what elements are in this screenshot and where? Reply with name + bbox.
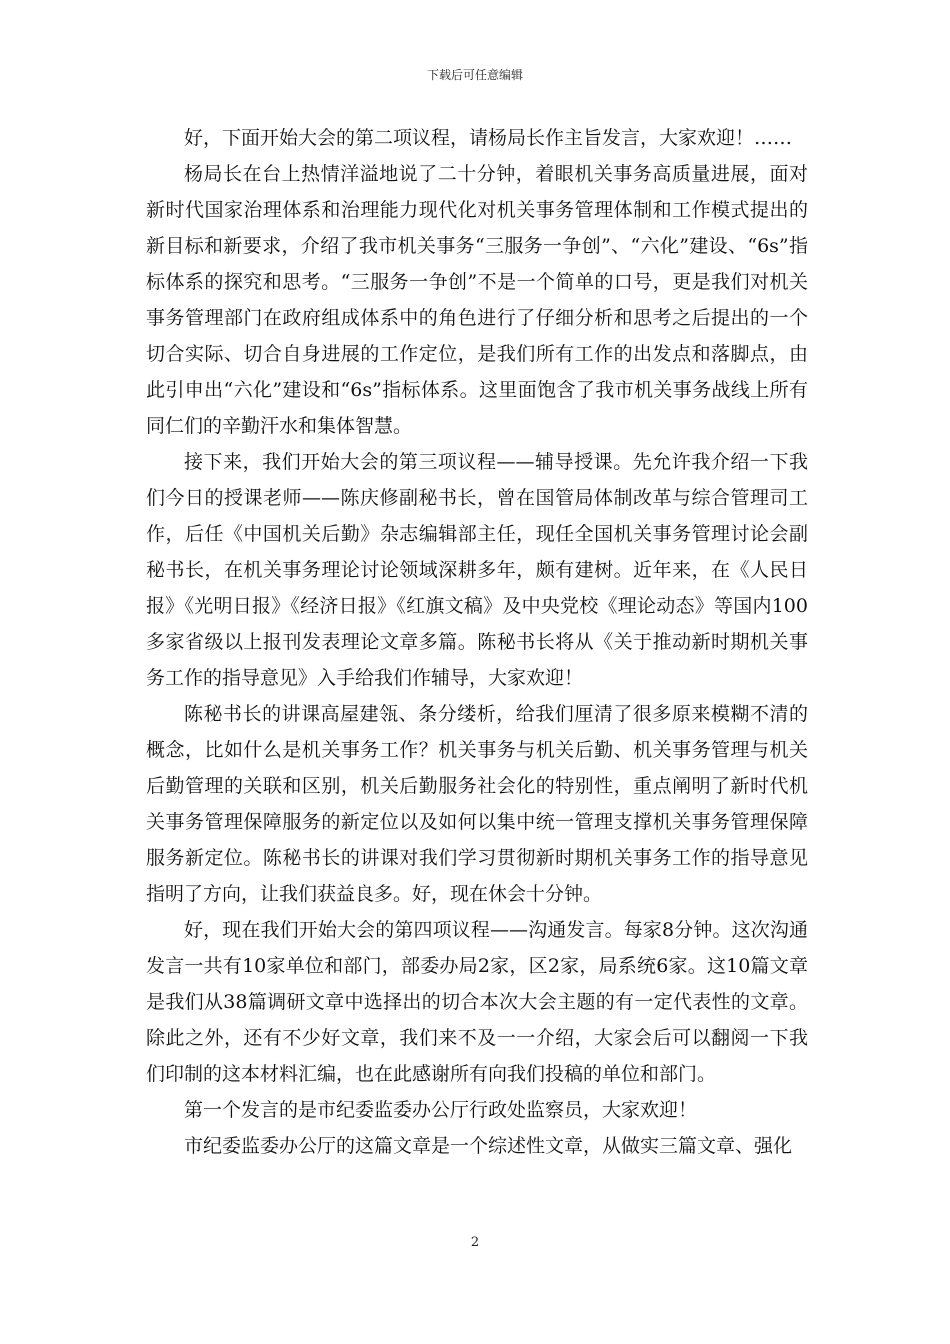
- document-body: [146, 120, 808, 1164]
- page-number: 2: [470, 1235, 480, 1250]
- paragraph: 第一个发言的是市纪委监委办公厅行政处监察员，大家欢迎！: [184, 1099, 698, 1121]
- paragraph: 陈秘书长的讲课高屋建瓴、条分缕析，给我们厘清了很多原来模糊不清的概念，比如什么是机关事务工作？机关事务与机关后勤、机关事务管理与机关后勤管理的关联和区别，机关后勤服务社会化的特别性，重点阐明了新时代机关事务管理保障服务的新定位以及如何以集中统一管理支撑机关事务管理保障服务新定位。陈秘书长的讲课对我们学习贯彻新时期机关事务工作的指导意见指明了方向，让我们获益良多。好，现在休会十分钟。: [146, 703, 808, 905]
- paragraph: 好，下面开始大会的第二项议程，请杨局长作主旨发言，大家欢迎！……: [184, 127, 793, 149]
- paragraph: 好，现在我们开始大会的第四项议程——沟通发言。每家8分钟。这次沟通发言一共有10家单位和部门，部委办局2家，区2家，局系统6家。这10篇文章是我们从38篇调研文章中选择出的切合本次大会主题的有一定代表性的文章。除此之外，还有不少好文章，我们来不及一一介绍，大家会后可以翻阅一下我们印制的这本材料汇编，也在此感谢所有向我们投稿的单位和部门。: [146, 919, 808, 1085]
- page-header: 下载后可任意编辑: [426, 68, 523, 82]
- paragraph: 市纪委监委办公厅的这篇文章是一个综述性文章，从做实三篇文章、强化: [184, 1135, 793, 1157]
- paragraph: 杨局长在台上热情洋溢地说了二十分钟，着眼机关事务高质量进展，面对新时代国家治理体系和治理能力现代化对机关事务管理体制和工作模式提出的新目标和新要求，介绍了我市机关事务“三服务一争创”、“六化”建设、“6s”指标体系的探究和思考。“三服务一争创”不是一个简单的口号，更是我们对机关事务管理部门在政府组成体系中的角色进行了仔细分析和思考之后提出的一个切合实际、切合自身进展的工作定位，是我们所有工作的出发点和落脚点，由此引申出“六化”建设和“6s”指标体系。这里面饱含了我市机关事务战线上所有同仁们的辛勤汗水和集体智慧。: [146, 163, 808, 437]
- paragraph: 接下来，我们开始大会的第三项议程——辅导授课。先允许我介绍一下我们今日的授课老师——陈庆修副秘书长，曾在国管局体制改革与综合管理司工作，后任《中国机关后勤》杂志编辑部主任，现任全国机关事务管理讨论会副秘书长，在机关事务理论讨论领域深耕多年，颇有建树。近年来，在《人民日报》《光明日报》《经济日报》《红旗文稿》及中央党校《理论动态》等国内100多家省级以上报刊发表理论文章多篇。陈秘书长将从《关于推动新时期机关事务工作的指导意见》入手给我们作辅导，大家欢迎！: [146, 451, 808, 689]
